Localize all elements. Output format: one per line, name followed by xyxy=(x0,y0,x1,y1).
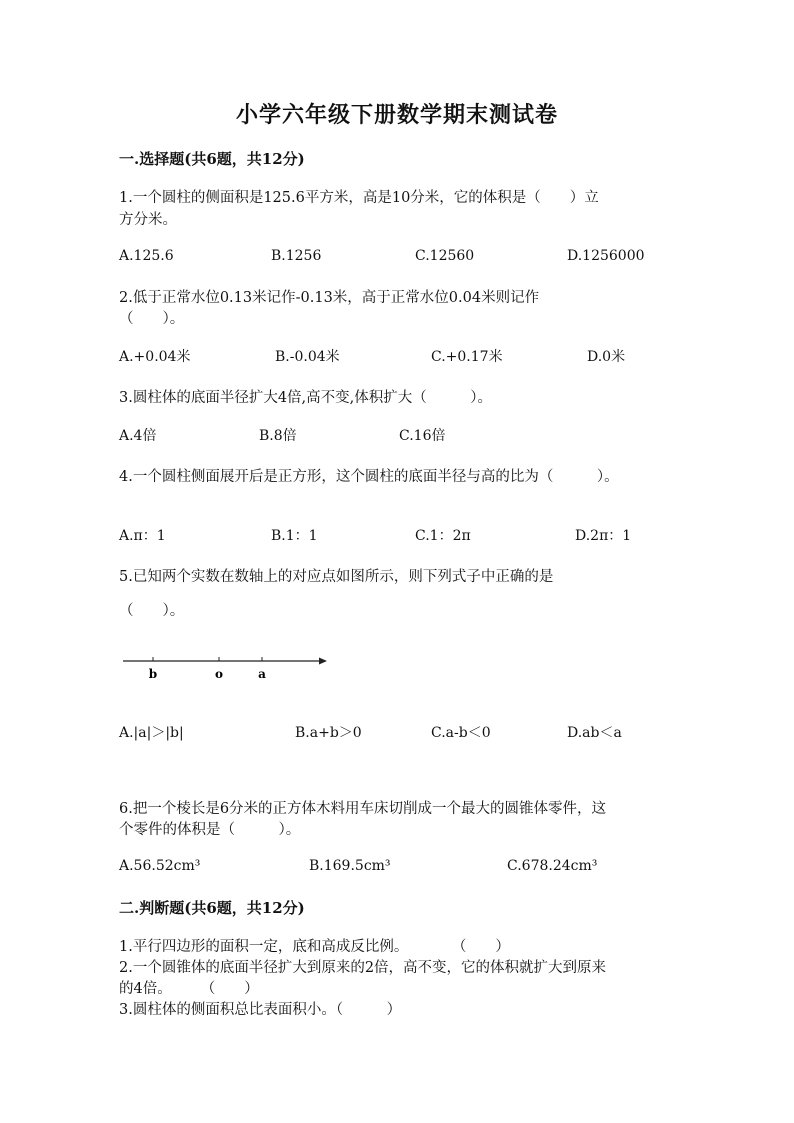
q4-option-b: B.1：1 xyxy=(271,528,318,544)
q1-option-a: A.125.6 xyxy=(119,248,174,264)
q4-option-d: D.2π：1 xyxy=(575,528,632,544)
q1-option-b: B.1256 xyxy=(271,248,322,264)
question-1-text-cont: 方分米。 xyxy=(119,212,177,228)
question-3-text: 3.圆柱体的底面半径扩大4倍,高不变,体积扩大（ ）。 xyxy=(119,390,493,406)
question-1-text: 1.一个圆柱的侧面积是125.6平方米，高是10分米，它的体积是（ ）立 xyxy=(119,190,599,206)
question-6-text-cont: 个零件的体积是（ ）。 xyxy=(119,822,301,838)
q6-option-c: C.678.24cm³ xyxy=(507,858,598,874)
judgement-3-text: 3.圆柱体的侧面积总比表面积小。（ ） xyxy=(119,1002,402,1018)
label-b: b xyxy=(148,667,158,681)
q4-option-c: C.1：2π xyxy=(415,528,471,544)
question-4-text: 4.一个圆柱侧面展开后是正方形，这个圆柱的底面半径与高的比为（ ）。 xyxy=(119,469,619,485)
q1-option-c: C.12560 xyxy=(415,248,475,264)
q1-option-d: D.1256000 xyxy=(567,248,645,264)
q6-option-a: A.56.52cm³ xyxy=(119,858,201,874)
q5-option-d: D.ab＜a xyxy=(567,725,622,741)
question-5-text: 5.已知两个实数在数轴上的对应点如图所示，则下列式子中正确的是 xyxy=(119,569,554,585)
q5-option-c: C.a-b＜0 xyxy=(431,725,491,741)
question-6-text: 6.把一个棱长是6分米的正方体木料用车床切削成一个最大的圆锥体零件，这 xyxy=(119,801,607,817)
q2-option-d: D.0米 xyxy=(587,349,626,365)
q2-option-a: A.+0.04米 xyxy=(119,349,191,365)
question-2-text: 2.低于正常水位0.13米记作-0.13米，高于正常水位0.04米则记作 xyxy=(119,290,540,306)
section-heading-judgement: 二.判断题(共6题，共12分) xyxy=(119,899,305,917)
question-2-text-cont: （ ）。 xyxy=(119,311,185,327)
q3-option-b: B.8倍 xyxy=(259,428,297,444)
q3-option-c: C.16倍 xyxy=(399,428,446,444)
judgement-1-text: 1.平行四边形的面积一定，底和高成反比例。 （ ） xyxy=(119,939,510,955)
label-a: a xyxy=(258,667,266,681)
section-heading-choice: 一.选择题(共6题，共12分) xyxy=(119,150,305,168)
q2-option-b: B.-0.04米 xyxy=(275,349,340,365)
number-line-figure xyxy=(119,650,339,690)
q3-option-a: A.4倍 xyxy=(119,428,157,444)
q2-option-c: C.+0.17米 xyxy=(431,349,503,365)
q5-option-b: B.a+b＞0 xyxy=(295,725,362,741)
number-line-svg xyxy=(119,650,339,690)
q5-option-a: A.|a|＞|b| xyxy=(119,725,184,741)
label-o: o xyxy=(214,667,224,681)
page-title: 小学六年级下册数学期末测试卷 xyxy=(235,102,558,128)
number-line-arrow xyxy=(319,658,327,665)
q6-option-b: B.169.5cm³ xyxy=(309,858,391,874)
question-5-text-cont: （ ）。 xyxy=(119,603,185,619)
judgement-2-text-cont: 的4倍。 （ ） xyxy=(119,981,259,997)
judgement-2-text: 2.一个圆锥体的底面半径扩大到原来的2倍，高不变，它的体积就扩大到原来 xyxy=(119,960,607,976)
q4-option-a: A.π：1 xyxy=(119,528,166,544)
